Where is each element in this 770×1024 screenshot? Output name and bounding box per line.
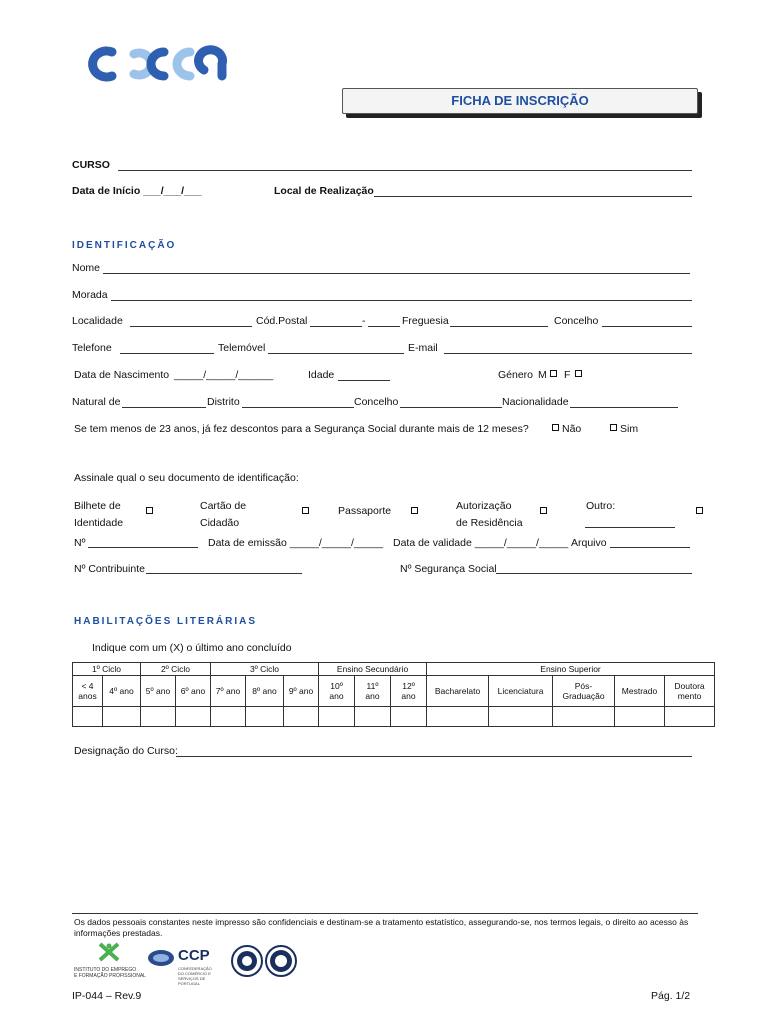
contribuinte-label: Nº Contribuinte: [74, 563, 145, 575]
email-label: E-mail: [408, 342, 438, 354]
telemovel-label: Telemóvel: [218, 342, 266, 354]
ccp-logo: [146, 948, 176, 971]
company-logo: [82, 44, 234, 87]
privacy-notice: Os dados pessoais constantes neste impresso são confidenciais e destinam-se a tratamento estatístico, assegurando-se, nos termos legais, o direito ao acesso às informações prestadas.: [74, 917, 689, 938]
outro-label: Outro:: [586, 500, 616, 512]
designacao-label: Designação do Curso:: [74, 745, 178, 757]
cell-pos-graduacao[interactable]: [553, 707, 615, 727]
bilhete-label-2: Identidade: [74, 517, 124, 529]
cell-12-ano[interactable]: [391, 707, 427, 727]
ss-sim-label: Sim: [620, 423, 639, 435]
autorizacao-checkbox[interactable]: [540, 507, 547, 514]
cartao-checkbox[interactable]: [302, 507, 309, 514]
group-2-ciclo: 2º Ciclo: [141, 663, 211, 676]
habilitacoes-heading: HABILITAÇÕES LITERÁRIAS: [74, 616, 258, 627]
group-3-ciclo: 3º Ciclo: [211, 663, 319, 676]
ss-nao-label: Não: [562, 423, 582, 435]
certification-seal-1: [230, 944, 264, 981]
distrito-field[interactable]: [242, 407, 354, 408]
freguesia-label: Freguesia: [402, 315, 449, 327]
morada-field[interactable]: [111, 300, 692, 301]
data-validade-label[interactable]: Data de validade _____/_____/_____: [393, 537, 569, 549]
iefp-logo: INSTITUTO DO EMPREGO E FORMAÇÃO PROFISSIONAL: [74, 942, 144, 980]
cell-8-ano[interactable]: [246, 707, 284, 727]
concelho2-field[interactable]: [400, 407, 502, 408]
col-menos-4: < 4 anos: [73, 676, 103, 707]
col-doutoramento: Doutora mento: [665, 676, 715, 707]
ss-nao-checkbox[interactable]: [552, 424, 559, 431]
cell-9-ano[interactable]: [284, 707, 319, 727]
identificacao-heading: IDENTIFICAÇÃO: [72, 240, 177, 251]
cod-postal-dash: -: [362, 315, 366, 327]
col-pos-graduacao: Pós- Graduação: [553, 676, 615, 707]
cell-5-ano[interactable]: [141, 707, 176, 727]
telemovel-field[interactable]: [268, 353, 404, 354]
ss-sim-checkbox[interactable]: [610, 424, 617, 431]
autorizacao-label-2: de Residência: [456, 517, 523, 529]
col-11-ano: 11º ano: [355, 676, 391, 707]
arquivo-field[interactable]: [610, 547, 690, 548]
nacionalidade-label: Nacionalidade: [502, 396, 569, 408]
documento-prompt: Assinale qual o seu documento de identificação:: [74, 472, 299, 484]
cell-menos-4[interactable]: [73, 707, 103, 727]
col-6-ano: 6º ano: [176, 676, 211, 707]
cell-4-ano[interactable]: [103, 707, 141, 727]
idade-field[interactable]: [338, 380, 390, 381]
ccp-subtitle: CONFEDERAÇÃO DO COMÉRCIO E SERVIÇOS DE PORTUGAL: [178, 966, 212, 986]
group-superior: Ensino Superior: [427, 663, 715, 676]
data-nascimento-label: Data de Nascimento: [74, 369, 170, 381]
cell-bacharelato[interactable]: [427, 707, 489, 727]
data-emissao-label[interactable]: Data de emissão _____/_____/_____: [208, 537, 384, 549]
cartao-label-2: Cidadão: [200, 517, 240, 529]
curso-label: CURSO: [72, 159, 110, 171]
local-label: Local de Realização: [274, 185, 374, 197]
col-9-ano: 9º ano: [284, 676, 319, 707]
col-4-ano: 4º ano: [103, 676, 141, 707]
col-10-ano: 10º ano: [319, 676, 355, 707]
cod-postal-field-1[interactable]: [310, 326, 362, 327]
nacionalidade-field[interactable]: [570, 407, 678, 408]
group-secundario: Ensino Secundário: [319, 663, 427, 676]
natural-de-field[interactable]: [122, 407, 206, 408]
col-8-ano: 8º ano: [246, 676, 284, 707]
numero-label: Nº: [74, 537, 86, 549]
habilitacoes-input-row: [73, 707, 715, 727]
cell-doutoramento[interactable]: [665, 707, 715, 727]
seg-social-field[interactable]: [496, 573, 692, 574]
curso-field[interactable]: [118, 170, 692, 171]
arquivo-label: Arquivo: [571, 537, 607, 549]
bilhete-label-1: Bilhete de: [74, 500, 121, 512]
cell-11-ano[interactable]: [355, 707, 391, 727]
form-title: FICHA DE INSCRIÇÃO: [342, 88, 698, 114]
certification-seal-2: [264, 944, 298, 981]
contribuinte-field[interactable]: [146, 573, 302, 574]
distrito-label: Distrito: [207, 396, 240, 408]
outro-checkbox[interactable]: [696, 507, 703, 514]
col-12-ano: 12º ano: [391, 676, 427, 707]
localidade-label: Localidade: [72, 315, 123, 327]
freguesia-field[interactable]: [450, 326, 548, 327]
numero-field[interactable]: [88, 547, 198, 548]
cod-postal-label: Cód.Postal: [256, 315, 308, 327]
genero-label: Género: [498, 369, 534, 381]
data-inicio-label[interactable]: Data de Início ___/___/___: [72, 185, 202, 197]
concelho2-label: Concelho: [354, 396, 399, 408]
idade-label: Idade: [308, 369, 335, 381]
concelho-label: Concelho: [554, 315, 599, 327]
seg-social-label: Nº Segurança Social: [400, 563, 497, 575]
cell-6-ano[interactable]: [176, 707, 211, 727]
passaporte-label: Passaporte: [338, 505, 392, 517]
passaporte-checkbox[interactable]: [411, 507, 418, 514]
natural-de-label: Natural de: [72, 396, 121, 408]
morada-label: Morada: [72, 289, 108, 301]
form-title-box: [342, 88, 702, 118]
genero-f-label: F: [564, 369, 571, 381]
col-5-ano: 5º ano: [141, 676, 176, 707]
group-1-ciclo: 1º Ciclo: [73, 663, 141, 676]
habilitacoes-instrucao: Indique com um (X) o último ano concluído: [92, 642, 292, 654]
designacao-field[interactable]: [176, 756, 692, 757]
concelho-field[interactable]: [602, 326, 692, 327]
cell-10-ano[interactable]: [319, 707, 355, 727]
email-field[interactable]: [444, 353, 692, 354]
col-licenciatura: Licenciatura: [489, 676, 553, 707]
cell-licenciatura[interactable]: [489, 707, 553, 727]
data-nascimento-field[interactable]: _____/_____/______: [174, 369, 274, 381]
local-field[interactable]: [374, 196, 692, 197]
cell-7-ano[interactable]: [211, 707, 246, 727]
page-number: Pág. 1/2: [651, 990, 691, 1002]
ccp-wordmark: CCP: [178, 947, 210, 964]
genero-m-label: M: [538, 369, 547, 381]
autorizacao-label-1: Autorização: [456, 500, 512, 512]
col-bacharelato: Bacharelato: [427, 676, 489, 707]
cell-mestrado[interactable]: [615, 707, 665, 727]
cartao-label-1: Cartão de: [200, 500, 247, 512]
telefone-field[interactable]: [120, 353, 214, 354]
outro-field[interactable]: [585, 527, 675, 528]
document-reference: IP-044 – Rev.9: [72, 990, 142, 1002]
col-7-ano: 7º ano: [211, 676, 246, 707]
seg-social-question: Se tem menos de 23 anos, já fez descontos para a Segurança Social durante mais de 12 meses?: [74, 423, 529, 435]
localidade-field[interactable]: [130, 326, 252, 327]
cod-postal-field-2[interactable]: [368, 326, 400, 327]
col-mestrado: Mestrado: [615, 676, 665, 707]
nome-label: Nome: [72, 262, 101, 274]
genero-m-checkbox[interactable]: [550, 370, 557, 377]
genero-f-checkbox[interactable]: [575, 370, 582, 377]
habilitacoes-table: [72, 662, 715, 727]
telefone-label: Telefone: [72, 342, 112, 354]
nome-field[interactable]: [103, 273, 690, 274]
footer-divider: [72, 913, 698, 914]
bilhete-checkbox[interactable]: [146, 507, 153, 514]
